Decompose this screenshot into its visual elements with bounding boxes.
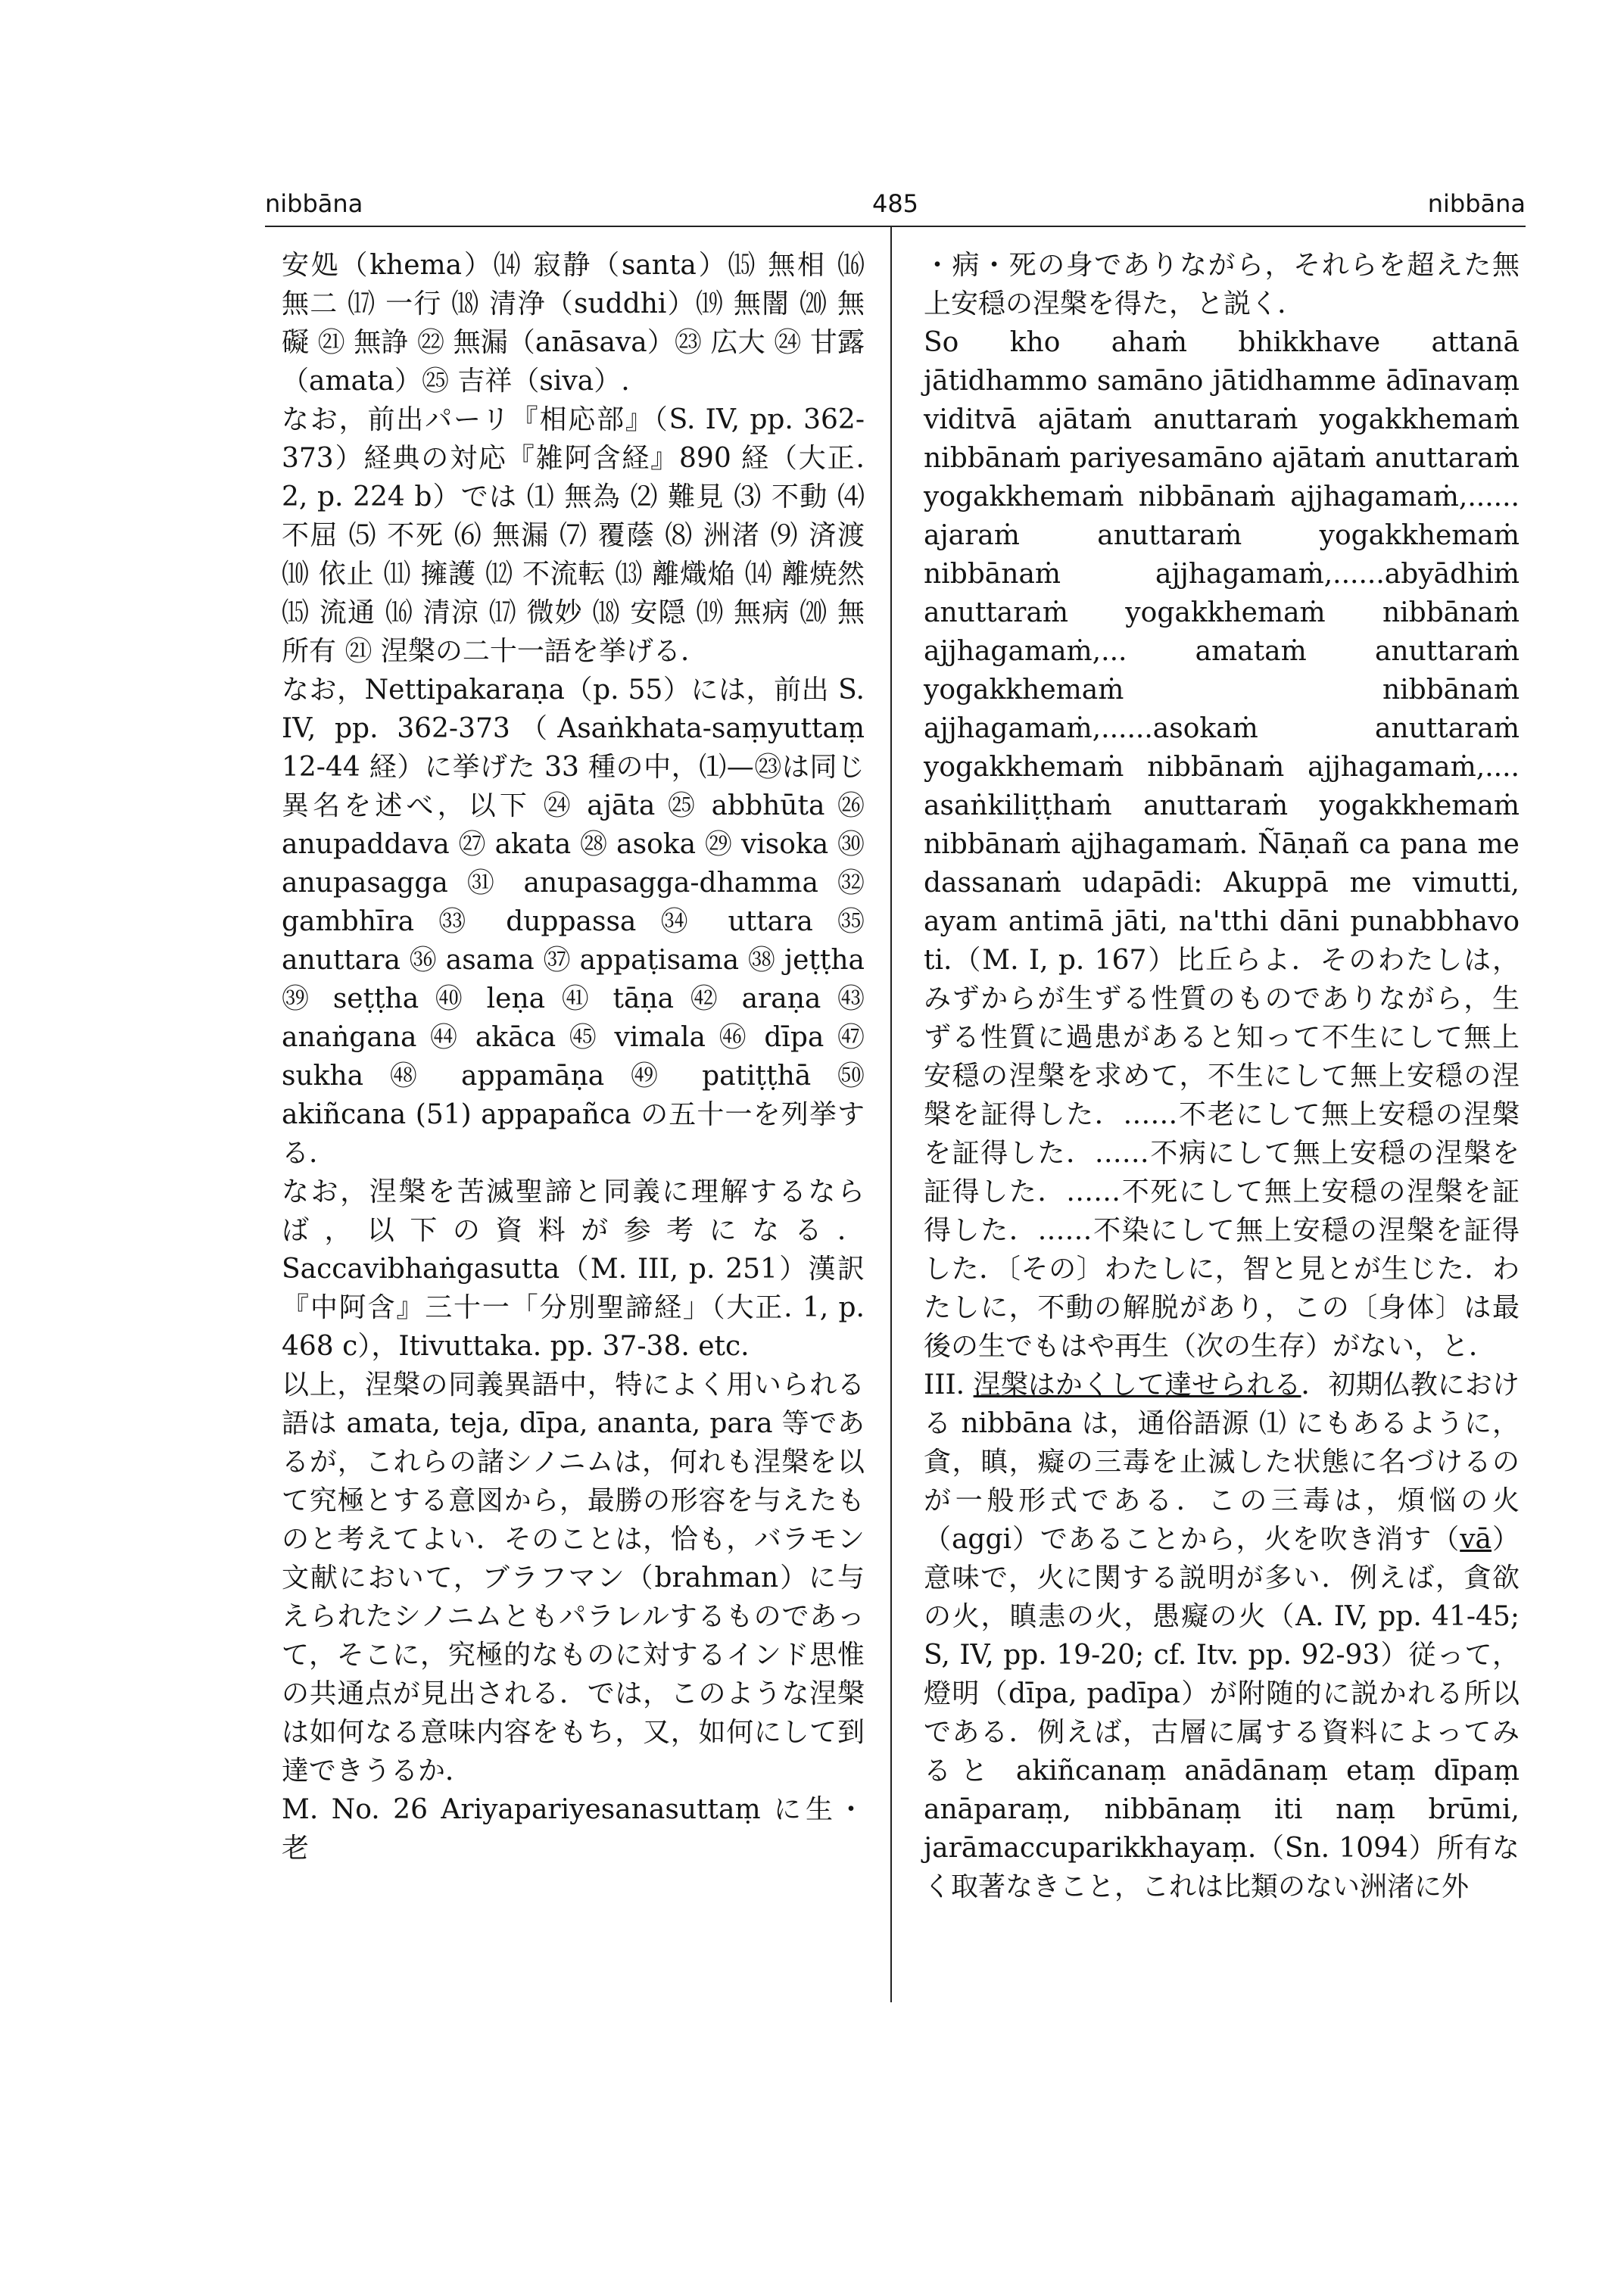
paragraph: ・病・死の身でありながら，それらを超えた無上安穏の涅槃を得た，と説く． <box>924 250 1520 319</box>
page-header <box>265 189 1526 226</box>
left-column <box>282 246 865 1868</box>
paragraph: M. No. 26 Ariyapariyesanasuttaṃ に生・老 <box>282 1794 865 1864</box>
paragraph: So kho ahaṁ bhikkhave attanā jātidhammo samāno jātidhamme ādīnavaṃ viditvā ajātaṁ anuttaraṁ yogakkhemaṁ nibbānaṁ pariyesamāno ajātaṁ anuttaraṁ yogakkhemaṁ nibbānaṁ ajjhagamaṁ,...... ajaraṁ anuttaraṁ yogakkhemaṁ nibbānaṁ ajjhagamaṁ,......abyādhiṁ anuttaraṁ yogakkhemaṁ nibbānaṁ ajjhagamaṁ,... amataṁ anuttaraṁ yogakkhemaṁ nibbānaṁ ajjhagamaṁ,......asokaṁ anuttaraṁ yogakkhemaṁ nibbānaṁ ajjhagamaṁ,.... asaṅkiliṭṭhaṁ anuttaraṁ yogakkhemaṁ nibbānaṁ ajjhagamaṁ. Ñāṇañ ca pana me dassanaṁ udapādi: Akuppā me vimutti, ayam antimā jāti, na'tthi dāni punabbhavo ti.（M. I, p. 167）比丘らよ．そのわたしは，みずからが生ずる性質のものでありながら，生ずる性質に過患があると知って不生にして無上安穏の涅槃を求めて，不生にして無上安穏の涅槃を証得した．……不老にして無上安穏の涅槃を証得した．……不病にして無上安穏の涅槃を証得した．……不死にして無上安穏の涅槃を証得した．……不染にして無上安穏の涅槃を証得した．〔その〕わたしに，智と見とが生じた．わたしに，不動の解脱があり，この〔身体〕は最後の生でもはや再生（次の生存）がない，と． <box>924 327 1520 1362</box>
section-paragraph <box>924 1366 1520 1906</box>
paragraph: なお，前出パーリ『相応部』（S. IV, pp. 362-373）経典の対応『雑阿含経』890 経（大正. 2, p. 224 b）では ⑴ 無為 ⑵ 難見 ⑶ 不動 ⑷ 不屈 ⑸ 不死 ⑹ 無漏 ⑺ 覆蔭 ⑻ 洲渚 ⑼ 済渡 ⑽ 依止 ⑾ 擁護 ⑿ 不流転 ⒀ 離熾焔 ⒁ 離焼然 ⒂ 流通 ⒃ 清涼 ⒄ 微妙 ⒅ 安隠 ⒆ 無病 ⒇ 無所有 ㉑ 涅槃の二十一語を挙げる. <box>282 404 865 667</box>
paragraph: なお，涅槃を苦滅聖諦と同義に理解するならば，以下の資料が参考になる．Saccavibhaṅgasutta（M. III, p. 251）漢訳『中阿含』三十一「分別聖諦経」（大正. 1, p. 468 c），Itivuttaka. pp. 37-38. etc. <box>282 1176 865 1362</box>
running-head-right: nibbāna <box>1427 189 1526 218</box>
underlined-term: vā <box>1460 1524 1492 1555</box>
section-number: III. <box>924 1369 965 1400</box>
page-number: 485 <box>871 189 919 218</box>
section-heading: 涅槃はかくして達せられる <box>973 1369 1301 1400</box>
paragraph: 安処（khema）⒁ 寂静（santa）⒂ 無相 ⒃ 無二 ⒄ 一行 ⒅ 清浄（suddhi）⒆ 無闇 ⒇ 無礙 ㉑ 無諍 ㉒ 無漏（anāsava）㉓ 広大 ㉔ 甘露（amata）㉕ 吉祥（siva）. <box>282 250 865 397</box>
right-column <box>924 246 1520 1906</box>
header-rule <box>265 226 1526 227</box>
section-text: ）意味で，火に関する説明が多い．例えば，貪欲の火，瞋恚の火，愚癡の火（A. IV, pp. 41-45; S, IV, pp. 19-20; cf. Itv. pp. 92-93）従って，燈明（dīpa, padīpa）が附随的に説かれる所以である．例えば，古層に属する資料によってみると akiñcanaṃ anādānaṃ etaṃ dīpaṃ anāparaṃ, nibbānaṃ iti naṃ brūmi, jarāmaccuparikkhayaṃ.（Sn. 1094）所有なく取著なきこと，これは比類のない洲渚に外 <box>924 1524 1520 1902</box>
running-head-left: nibbāna <box>265 189 363 218</box>
column-divider <box>890 227 892 2002</box>
section-text: ．初期仏教における nibbāna は，通俗語源 ⑴ にもあるように，貪，瞋，癡の三毒を止滅した状態に名づけるのが一般形式である．この三毒は，煩悩の火（aggi）であることから，火を吹き消す（ <box>924 1369 1520 1555</box>
paragraph: なお，Nettipakaraṇa（p. 55）には，前出 S. IV, pp. 362-373（Asaṅkhata-saṃyuttaṃ 12-44 経）に挙げた 33 種の中，⑴—㉓は同じ異名を述べ，以下 ㉔ ajāta ㉕ abbhūta ㉖ anupaddava ㉗ akata ㉘ asoka ㉙ visoka ㉚ anupasagga ㉛ anupasagga-dhamma ㉜ gambhīra ㉝ duppassa ㉞ uttara ㉟ anuttara ㊱ asama ㊲ appaṭisama ㊳ jeṭṭha ㊴ seṭṭha ㊵ leṇa ㊶ tāṇa ㊷ araṇa ㊸ anaṅgana ㊹ akāca ㊺ vimala ㊻ dīpa ㊼ sukha ㊽ appamāṇa ㊾ patiṭṭhā ㊿ akiñcana (51) appapañca の五十一を列挙する. <box>282 675 865 1169</box>
paragraph: 以上，涅槃の同義異語中，特によく用いられる語は amata, teja, dīpa, ananta, para 等であるが，これらの諸シノニムは，何れも涅槃を以て究極とする意図から，最勝の形容を与えたものと考えてよい．そのことは，恰も，バラモン文献において，ブラフマン（brahman）に与えられたシノニムともパラレルするものであって，そこに，究極的なものに対するインド思惟の共通点が見出される．では，このような涅槃は如何なる意味内容をもち，又，如何にして到達できうるか． <box>282 1369 865 1787</box>
